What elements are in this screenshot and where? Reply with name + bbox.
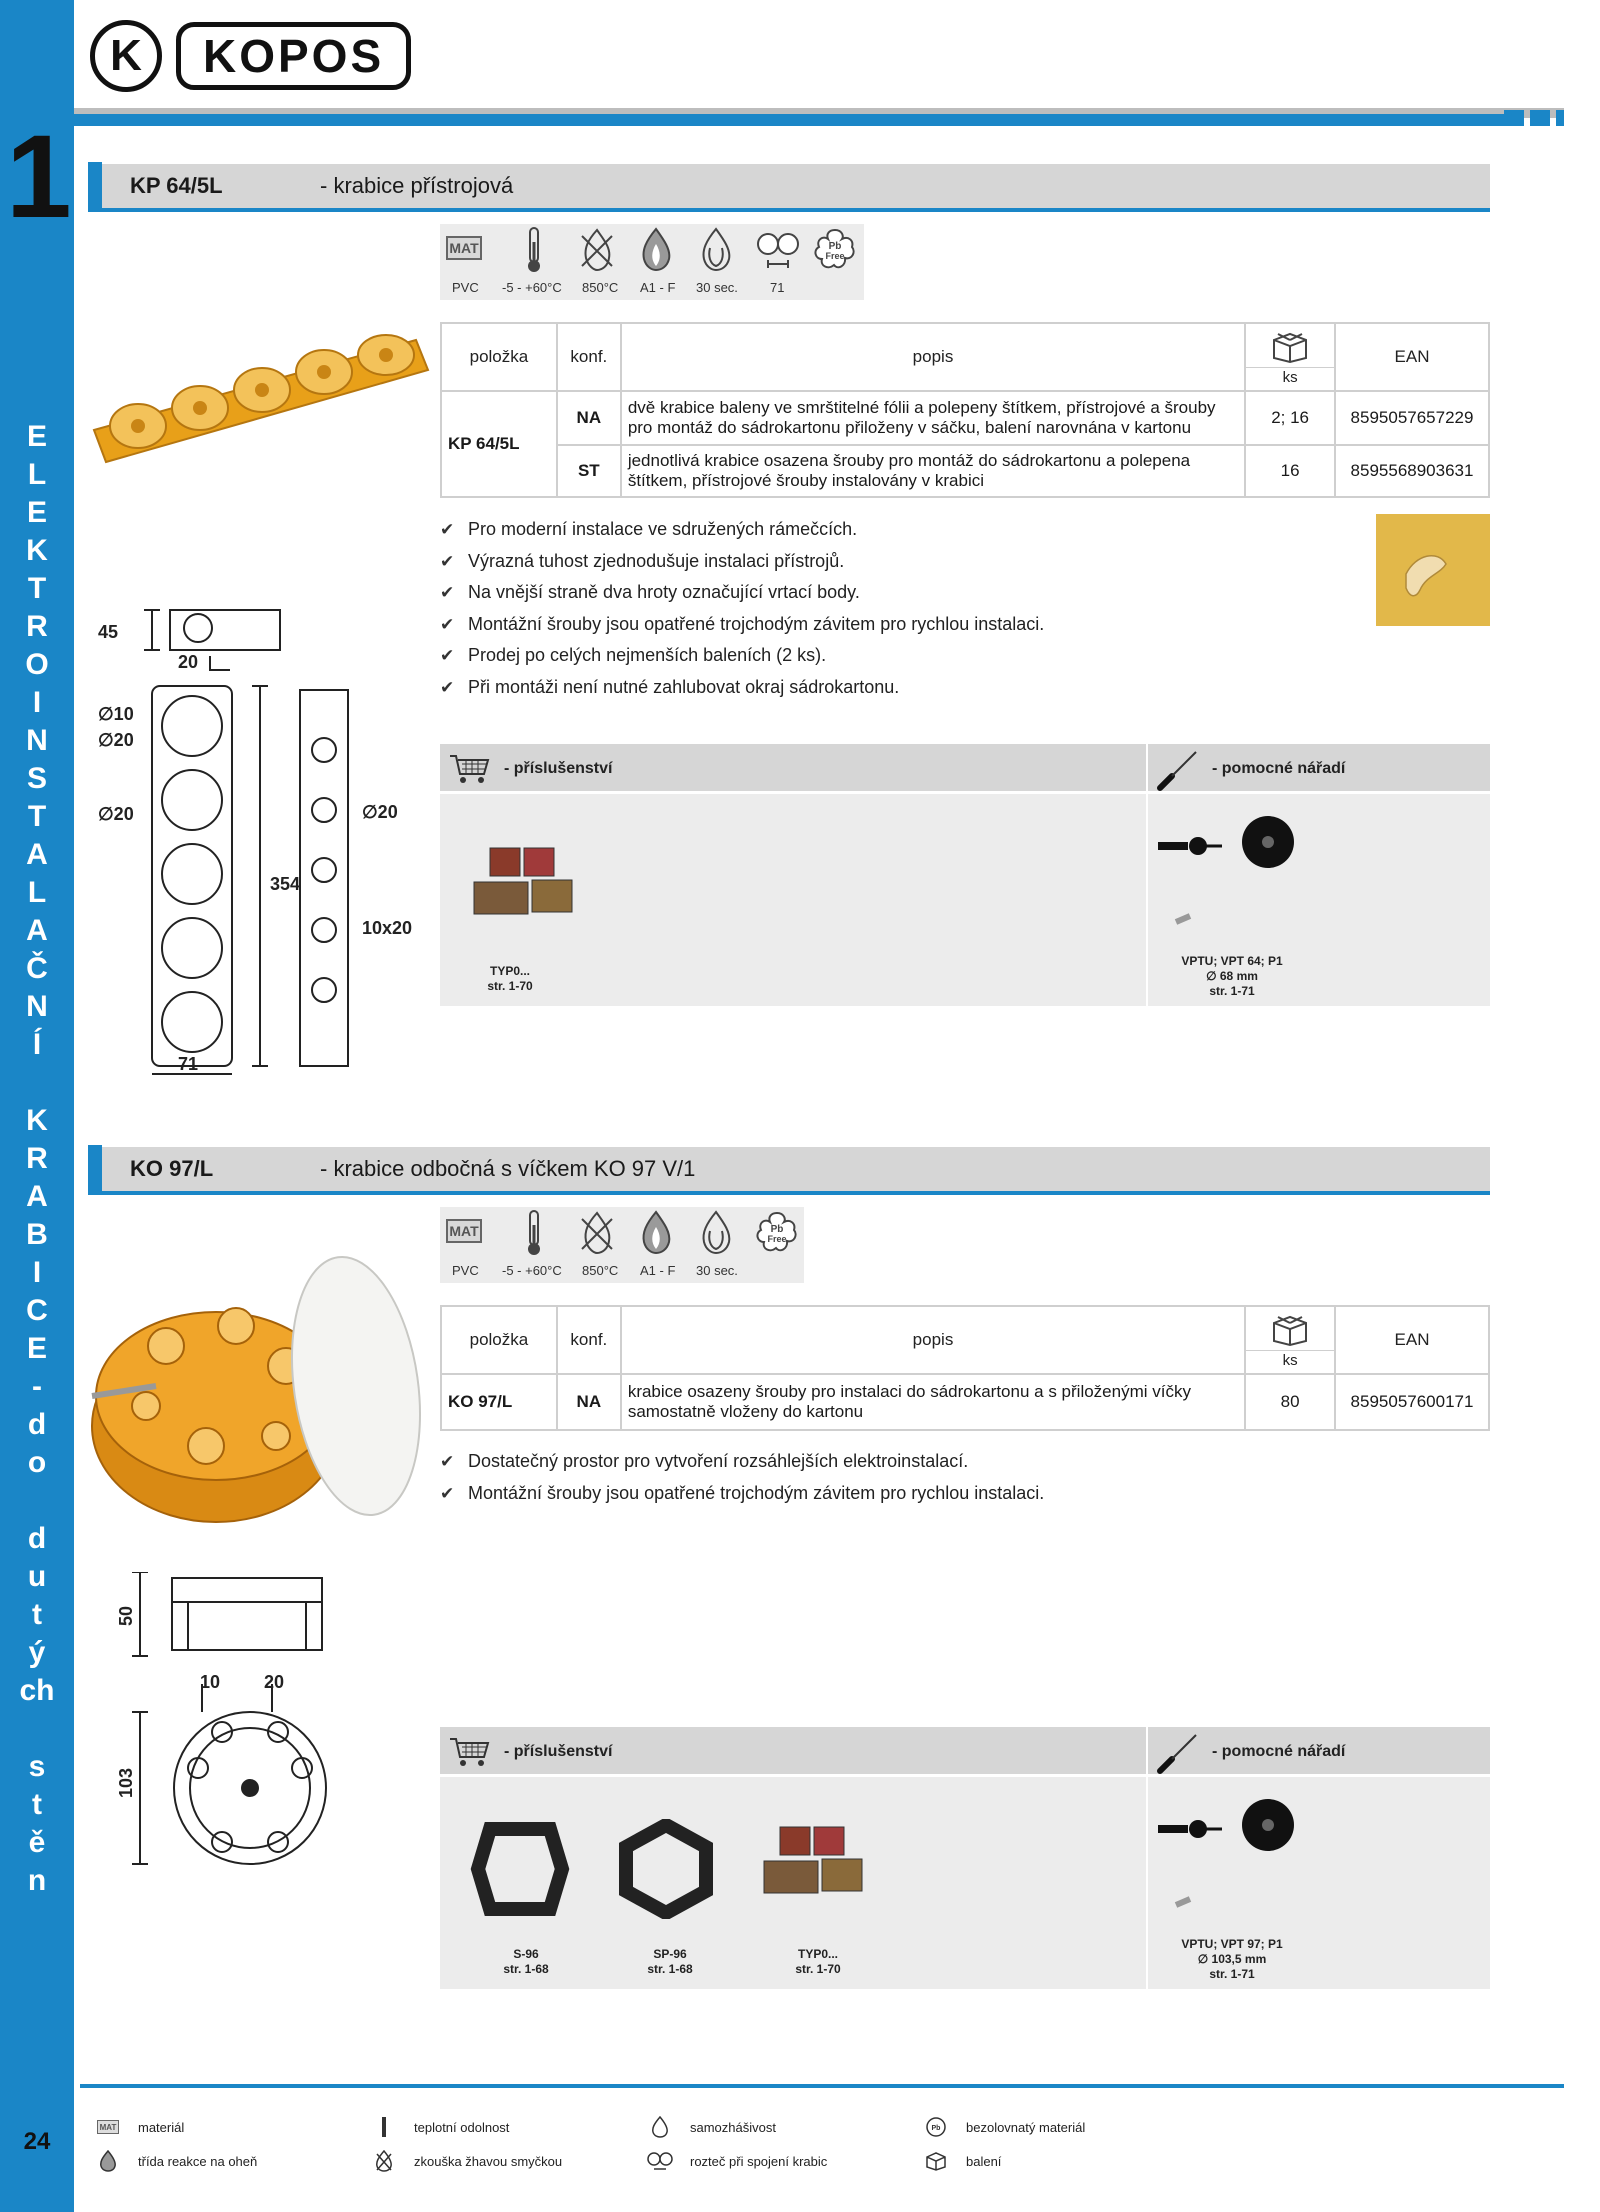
logo-wordmark: KOPOS: [176, 22, 411, 90]
list-item: ✔ Montážní šrouby jsou opatřené trojchodým závitem pro rychlou instalaci.: [440, 609, 1044, 641]
checkmark-icon: ✔: [440, 520, 455, 539]
vertical-title-letter: [0, 1710, 74, 1748]
legend-item: Pb bezolovnatý materiál: [918, 2116, 1085, 2138]
col-header-conf: konf.: [557, 1306, 621, 1374]
vertical-title-letter: S: [26, 762, 47, 795]
dim-a: 10: [200, 1672, 221, 1692]
mat-icon: MAT: [90, 2116, 126, 2138]
dim-d2: ∅20: [98, 730, 134, 750]
svg-text:Free: Free: [825, 251, 845, 261]
thermometer-icon: [522, 1209, 546, 1257]
vertical-title-letter: T: [27, 800, 47, 833]
vertical-title-letter: T: [27, 572, 47, 605]
cell-conf: NA: [557, 1374, 621, 1430]
thermometer-icon: [522, 226, 546, 274]
vertical-title-letter: C: [26, 1294, 48, 1327]
col-header-ks: ks: [1245, 1306, 1335, 1374]
cell-product: KO 97/L: [441, 1374, 557, 1430]
self-extinguish-icon: [696, 1209, 736, 1255]
cell-conf: ST: [557, 445, 621, 497]
dim-width: 20: [178, 652, 199, 672]
spec-self-extinguish: 30 sec.: [696, 1263, 738, 1278]
list-item: ✔ Výrazná tuhost zjednodušuje instalaci přístrojů.: [440, 546, 1044, 578]
vertical-title-letter: L: [27, 876, 47, 909]
package-icon: [1246, 1310, 1334, 1350]
legend-item: třída reakce na oheň: [90, 2150, 257, 2172]
vertical-title-letter: Í: [32, 1028, 42, 1061]
cart-icon: [448, 1735, 490, 1774]
tools-caption: VPTU; VPT 97; P1 ∅ 103,5 mm str. 1-71: [1181, 1937, 1283, 1981]
header-rule-blue: [74, 114, 1504, 126]
svg-text:Free: Free: [767, 1234, 787, 1244]
vertical-title-letter: E: [26, 496, 47, 529]
vertical-title-letter: N: [26, 990, 48, 1023]
checkmark-icon: ✔: [440, 646, 455, 665]
accessory-caption: TYP0... str. 1-70: [487, 964, 533, 993]
cell-description: krabice osazeny šrouby pro instalaci do sádrokartonu a s přiloženými víčky samostatně vloženy do kartonu: [621, 1374, 1245, 1430]
package-icon: [918, 2150, 954, 2172]
col-header-description: popis: [621, 1306, 1245, 1374]
product-photo-kp64: [86, 330, 436, 475]
accessory-image-s96: [470, 1819, 570, 1924]
checkmark-icon: ✔: [440, 1452, 455, 1471]
vertical-title-letter: A: [26, 914, 48, 947]
spec-strip: [440, 1207, 804, 1283]
vertical-title-letter: s: [28, 1750, 46, 1783]
spacing-icon: [642, 2150, 678, 2172]
product-table: [440, 322, 1490, 498]
hole-saw-image: [1156, 812, 1306, 947]
lead-free-icon: [812, 226, 858, 272]
legend-item: zkouška žhavou smyčkou: [366, 2150, 562, 2172]
dim-pitch: 71: [178, 1054, 199, 1074]
tools-caption: VPTU; VPT 64; P1 ∅ 68 mm str. 1-71: [1181, 954, 1283, 998]
self-extinguish-icon: [642, 2116, 678, 2138]
product-code: KP 64/5L: [130, 173, 223, 198]
spec-material: PVC: [452, 280, 479, 295]
vertical-title-letter: B: [26, 1218, 48, 1251]
cell-ean: 8595057600171: [1335, 1374, 1489, 1430]
logo-emblem: K: [90, 20, 162, 92]
screwdriver-icon: [1156, 748, 1200, 797]
section-title-bar: [88, 1147, 1490, 1195]
accessory-caption: TYP0... str. 1-70: [795, 1947, 841, 1976]
accessories-label: - příslušenství: [504, 1743, 613, 1760]
checkmark-icon: ✔: [440, 1483, 455, 1503]
dim-diameter: 103: [116, 1767, 136, 1798]
spec-glow-wire: 850°C: [582, 280, 619, 295]
checkmark-icon: ✔: [440, 583, 455, 602]
dim-height: 50: [116, 1605, 136, 1626]
dim-d4: ∅20: [362, 802, 398, 822]
table-row: [441, 1374, 1489, 1430]
dim-b: 20: [264, 1672, 285, 1692]
section-title-bar: [88, 164, 1490, 212]
list-item: ✔ Při montáži není nutné zahlubovat okraj sádrokartonu.: [440, 672, 1044, 704]
col-header-ean: EAN: [1335, 323, 1489, 391]
header-blocks: [1504, 110, 1564, 126]
cart-icon: [448, 752, 490, 791]
vertical-title-letter: K: [26, 1104, 48, 1137]
svg-text:Pb: Pb: [770, 1224, 784, 1235]
dim-slot: 10x20: [362, 918, 413, 938]
spec-fire-class: A1 - F: [640, 1263, 676, 1278]
self-extinguish-icon: [696, 226, 736, 272]
footer-rule: [80, 2084, 1564, 2088]
vertical-title-letter: o: [27, 1446, 47, 1479]
glow-wire-icon: [576, 1209, 618, 1255]
vertical-title-letter: -: [32, 1370, 42, 1403]
vertical-title-letter: Č: [26, 952, 48, 985]
dim-height: 45: [98, 622, 119, 642]
spec-fire-class: A1 - F: [640, 280, 676, 295]
col-header-description: popis: [621, 323, 1245, 391]
table-row: [441, 391, 1489, 445]
technical-drawing-kp64: [92, 590, 452, 1095]
accessories-panel: [440, 744, 1146, 1006]
page-number: 24: [23, 2128, 51, 2155]
dim-length: 354: [270, 874, 301, 894]
cell-conf: NA: [557, 391, 621, 445]
glow-wire-icon: [576, 226, 618, 272]
thermometer-icon: [366, 2116, 402, 2138]
legend-item: rozteč při spojení krabic: [642, 2150, 827, 2172]
accessory-image-typ0: [470, 844, 580, 929]
checkmark-icon: ✔: [440, 551, 455, 571]
accessory-caption: SP-96 str. 1-68: [647, 1947, 693, 1976]
feature-list: [440, 1446, 1044, 1509]
tools-panel: [1148, 744, 1490, 1006]
col-header-conf: konf.: [557, 323, 621, 391]
tools-panel: [1148, 1727, 1490, 1989]
list-item: ✔ Pro moderní instalace ve sdružených rámečcích.: [440, 514, 1044, 546]
lead-free-icon: [754, 1209, 800, 1255]
spec-material: PVC: [452, 1263, 479, 1278]
spec-strip: [440, 224, 864, 300]
screwdriver-icon: [1156, 1731, 1200, 1780]
vertical-title-letter: O: [25, 648, 49, 681]
cell-description: dvě krabice baleny ve smrštitelné fólii a polepeny štítkem, přístrojové a šrouby pro montáž do sádrokartonu přiloženy v sáčku, balení narovnána v kartonu: [621, 391, 1245, 445]
table-header-row: [441, 323, 1489, 391]
col-header-item: položka: [441, 323, 557, 391]
product-code: KO 97/L: [130, 1156, 214, 1181]
vertical-title-letter: d: [27, 1522, 47, 1555]
vertical-title-letter: I: [32, 1256, 42, 1289]
col-header-item: položka: [441, 1306, 557, 1374]
detail-photo-drill-mark: [1376, 514, 1490, 626]
spec-temperature: -5 - +60°C: [502, 280, 562, 295]
vertical-title-letter: ý: [28, 1636, 46, 1669]
accessories-panel: [440, 1727, 1146, 1989]
vertical-title-letter: [0, 1064, 74, 1102]
table-row: [441, 445, 1489, 497]
dim-d1: ∅10: [98, 704, 134, 724]
cell-ks: 2; 16: [1245, 391, 1335, 445]
spec-temperature: -5 - +60°C: [502, 1263, 562, 1278]
spec-glow-wire: 850°C: [582, 1263, 619, 1278]
col-header-ks: ks: [1245, 323, 1335, 391]
vertical-title-letter: A: [26, 838, 48, 871]
package-icon: [1246, 327, 1334, 367]
accessory-caption: S-96 str. 1-68: [503, 1947, 549, 1976]
vertical-title-letter: L: [27, 458, 47, 491]
vertical-title-letter: E: [26, 420, 47, 453]
cell-product: KP 64/5L: [441, 391, 557, 497]
mat-icon: MAT: [446, 1219, 482, 1243]
checkmark-icon: ✔: [440, 614, 455, 634]
flame-icon: [636, 226, 676, 272]
col-header-ean: EAN: [1335, 1306, 1489, 1374]
svg-text:Pb: Pb: [828, 241, 842, 252]
chapter-vertical-title: [0, 418, 74, 1900]
accessory-image-typ0: [760, 1823, 870, 1908]
product-title: - krabice přístrojová: [320, 173, 514, 198]
spec-spacing: 71: [770, 280, 785, 295]
vertical-title-letter: n: [27, 1864, 47, 1897]
vertical-title-letter: I: [32, 686, 42, 719]
list-item: ✔ Montážní šrouby jsou opatřené trojchodým závitem pro rychlou instalaci.: [440, 1478, 1044, 1510]
chapter-number: 1: [6, 111, 72, 243]
lead-free-icon: [918, 2116, 954, 2138]
vertical-title-letter: u: [27, 1560, 47, 1593]
technical-drawing-ko97: [92, 1572, 352, 1877]
vertical-title-letter: d: [27, 1408, 47, 1441]
cell-ean: 8595568903631: [1335, 445, 1489, 497]
hole-saw-image: [1156, 1795, 1306, 1930]
vertical-title-letter: R: [26, 1142, 48, 1175]
vertical-title-letter: t: [32, 1788, 42, 1821]
feature-list: [440, 514, 1044, 703]
product-photo-ko97: [86, 1236, 426, 1541]
checkmark-icon: ✔: [440, 677, 455, 697]
tools-label: - pomocné nářadí: [1212, 1743, 1346, 1760]
flame-icon: [90, 2150, 126, 2172]
vertical-title-letter: [0, 1482, 74, 1520]
list-item: ✔ Na vnější straně dva hroty označující vrtací body.: [440, 577, 1044, 609]
vertical-title-letter: t: [32, 1598, 42, 1631]
vertical-title-letter: R: [26, 610, 48, 643]
vertical-title-letter: A: [26, 1180, 48, 1213]
legend-item: samozhášivost: [642, 2116, 776, 2138]
dim-d3: ∅20: [98, 804, 134, 824]
cell-ks: 80: [1245, 1374, 1335, 1430]
product-table: [440, 1305, 1490, 1431]
cell-ean: 8595057657229: [1335, 391, 1489, 445]
accessories-label: - příslušenství: [504, 760, 613, 777]
vertical-title-letter: K: [26, 534, 48, 567]
vertical-title-letter: N: [26, 724, 48, 757]
legend-item: teplotní odolnost: [366, 2116, 509, 2138]
cell-description: jednotlivá krabice osazena šrouby pro montáž do sádrokartonu a polepena štítkem, přístrojové šrouby instalovány v krabici: [621, 445, 1245, 497]
legend-item: balení: [918, 2150, 1001, 2172]
svg-text:Pb: Pb: [931, 2125, 941, 2132]
legend-item: MAT materiál: [90, 2116, 184, 2138]
glow-wire-icon: [366, 2150, 402, 2172]
accessory-image-sp96: [616, 1819, 716, 1924]
vertical-title-letter: E: [26, 1332, 47, 1365]
kopos-logo: [90, 20, 411, 92]
mat-icon: MAT: [446, 236, 482, 260]
product-title: - krabice odbočná s víčkem KO 97 V/1: [320, 1156, 696, 1181]
table-header-row: [441, 1306, 1489, 1374]
list-item: ✔ Dostatečný prostor pro vytvoření rozsáhlejších elektroinstalací.: [440, 1446, 1044, 1478]
spec-self-extinguish: 30 sec.: [696, 280, 738, 295]
tools-label: - pomocné nářadí: [1212, 760, 1346, 777]
flame-icon: [636, 1209, 676, 1255]
list-item: ✔ Prodej po celých nejmenších baleních (2 ks).: [440, 640, 1044, 672]
vertical-title-letter: ě: [28, 1826, 46, 1859]
cell-ks: 16: [1245, 445, 1335, 497]
vertical-title-letter: ch: [19, 1674, 55, 1707]
spacing-icon: [756, 226, 800, 272]
